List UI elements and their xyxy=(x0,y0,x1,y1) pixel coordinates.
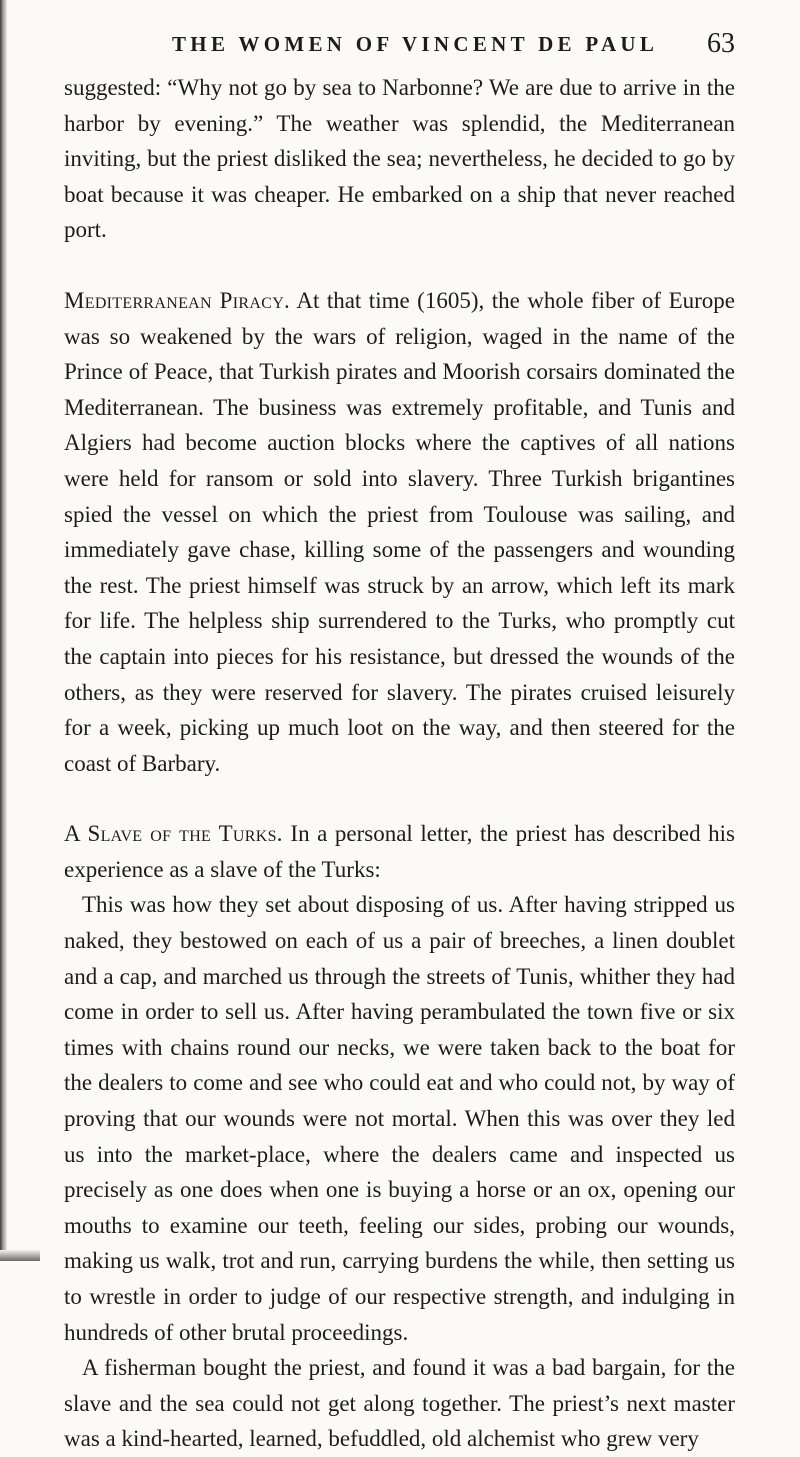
section-text: At that time (1605), the whole fiber of Europe was so weakened by the wars of religion, waged in the name of the Prince of Peace, that Turkish pirates and Moorish corsairs dominated the Mediterranean. The business was extremely profitable, and Tunis and Algiers had become auction blocks where the captives of all nations were held for ransom or sold into slavery. Three Turkish brigantines spied the vessel on which the priest from Toulouse was sailing, and immediately gave chase, killing some of the passengers and wounding the rest. The priest himself was struck by an arrow, which left its mark for life. The helpless ship surrendered to the Turks, who promptly cut the captain into pieces for his resistance, but dressed the wounds of the others, as they were reserved for slavery. The pirates cruised leisurely for a week, picking up much loot on the way, and then steered for the coast of Barbary. xyxy=(64,287,735,776)
section-slave-of-turks xyxy=(64,816,735,887)
running-head: THE WOMEN OF VINCENT DE PAUL xyxy=(172,32,659,56)
book-page xyxy=(64,30,735,1457)
section-text: In a personal letter, the priest has described his experience as a slave of the Turks: xyxy=(64,821,736,882)
page-binding-edge xyxy=(0,0,7,1261)
opening-paragraph: suggested: “Why not go by sea to Narbonne? We are due to arrive in the harbor by evening.” The weather was splendid, the Mediterranean inviting, but the priest disliked the sea; nevertheless, he decided to go by boat because it was cheaper. He embarked on a ship that never reached port. xyxy=(64,75,735,243)
closing-paragraph: A fisherman bought the priest, and found it was a bad bargain, for the slave and the sea could not get along together. The priest’s next master was a kind-hearted, learned, befuddled, old alchemist who grew very xyxy=(64,1355,735,1452)
quote-text: This was how they set about disposing of us. After having stripped us naked, they bestowed on each of us a pair of breeches, a linen doublet and a cap, and marched us through the streets of Tunis, whither they had come in order to sell us. After having perambulated the town five or six times with chains round our necks, we were taken back to the boat for the dealers to come and see who could eat and who could not, by way of proving that our wounds were not mortal. When this was over they led us into the market-place, where the dealers came and inspected us precisely as one does when one is buying a horse or an ox, opening our mouths to examine our teeth, feeling our sides, probing our wounds, making us walk, trot and run, carrying burdens the while, then setting us to wrestle in order to judge of our respective strength, and indulging in hundreds of other brutal proceedings. xyxy=(64,892,735,1345)
page-number: 63 xyxy=(707,28,735,59)
block-quote xyxy=(64,887,735,1350)
section-heading: Mediterranean Piracy. xyxy=(64,287,291,313)
section-heading: A Slave of the Turks. xyxy=(64,821,283,847)
page-header xyxy=(64,30,735,70)
section-mediterranean-piracy xyxy=(64,283,735,781)
body-text xyxy=(64,70,735,1457)
page-corner-shadow xyxy=(0,1250,40,1261)
